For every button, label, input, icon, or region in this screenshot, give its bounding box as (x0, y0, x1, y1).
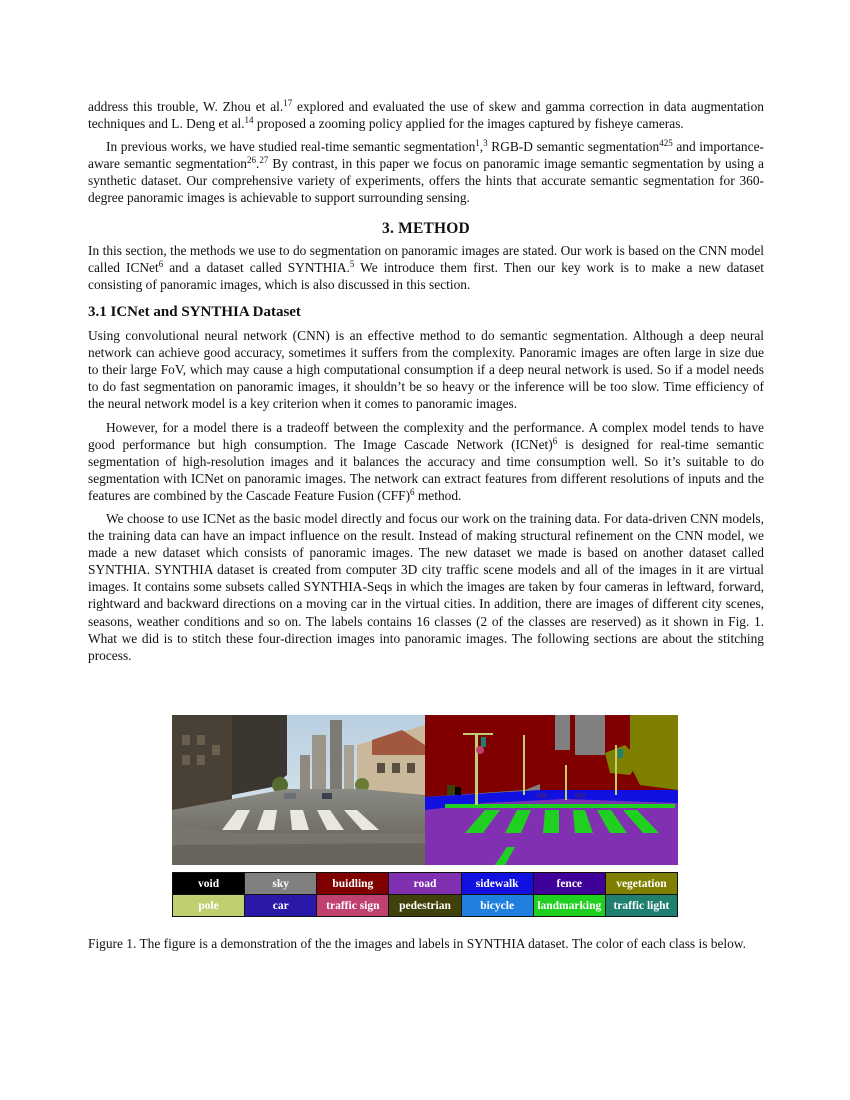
citation: 3 (483, 138, 488, 149)
citation: 6 (158, 258, 164, 269)
section-heading: 3. METHOD (382, 219, 470, 237)
legend-row-1 (173, 873, 678, 895)
paragraph-previous-works: In previous works, we have studied real-time semantic segmentation$^1$,$^3$ RGB-D semantic segmentation$^{425}$ and importance-aware semantic segmentation$^{26}$.$^{27}$ By contrast, in this paper we focus on panoramic image semantic segmentation by using a synthetic dataset. Our comprehensive variety of experiments, offers the hints that accurate semantic segmentation for 360-degree panoramic images is achievable to support surrounding sensing. (88, 138, 764, 206)
legend-cell-building: buidling (317, 873, 389, 895)
citation: 27 (259, 155, 269, 166)
citation: 14 (244, 115, 254, 126)
citation: 6 (410, 486, 415, 497)
figure-caption: Figure 1. The figure is a demonstration of the the images and labels in SYNTHIA dataset. The color of each class is below. (88, 936, 746, 951)
citation: 5 (349, 258, 355, 269)
legend-cell-fence: fence (533, 873, 605, 895)
body-text (88, 98, 764, 664)
subsection-heading: 3.1 ICNet and SYNTHIA Dataset (88, 303, 301, 320)
citation: 26 (246, 155, 256, 166)
legend-cell-landmarking: landmarking (533, 895, 605, 917)
legend-cell-vegetation: vegetation (605, 873, 677, 895)
citation: 17 (283, 98, 293, 108)
legend-cell-pedestrian: pedestrian (389, 895, 461, 917)
legend-cell-sky: sky (245, 873, 317, 895)
legend-cell-car: car (245, 895, 317, 917)
legend-cell-bicycle: bicycle (461, 895, 533, 917)
legend-cell-sidewalk: sidewalk (461, 873, 533, 895)
citation: 425 (659, 138, 673, 149)
legend-cell-road: road (389, 873, 461, 895)
legend-row-2 (173, 895, 678, 917)
citation: 1 (475, 138, 480, 149)
class-color-legend (172, 872, 678, 917)
paragraph-dataset: We choose to use ICNet as the basic model directly and focus our work on the training data. For data-driven CNN models, the training data can have an impact influence on the result. Instead of making structural refinement on the CNN model, we made a new dataset which consists of panoramic images. The new dataset we made is based on another dataset called SYNTHIA. SYNTHIA dataset is created from computer 3D city traffic scene models and all of the images in it are virtual images. It contains some subsets called SYNTHIA-Seqs in which the images are taken by four cameras in leftward, forward, rightward and backward directions on a moving car in the virtual cities. In addition, there are images of different city scenes, seasons, weather conditions and so on. The labels contains 16 classes (2 of the classes are reserved) as it shown in Fig. 1. What we did is to stitch these four-direction images into panoramic images. The following sections are about the stitching process. (88, 510, 764, 663)
figure-1 (172, 715, 679, 917)
figure-images (172, 715, 678, 865)
paragraph-cnn: Using convolutional neural network (CNN) is an effective method to do semantic segmentation. Although a deep neural network can achieve good accuracy, sometimes it suffers from the complexity. Panoramic images are often large in size due to their large FoV, which may cause a high computational consumption if a deep neural network is used. So if a model needs to do fast segmentation on panoramic images, it shouldn’t be so heavy or the inference will be too slow. Time efficiency of the neural network model is a key criterion when it comes to panoramic images. (88, 328, 764, 412)
paragraph-tradeoff: However, for a model there is a tradeoff between the complexity and the performance. A complex model tends to have good performance but high consumption. The Image Cascade Network (ICNet)$^6$ is designed for real-time semantic segmentation of high-resolution images and it balances the accuracy and time consumption well. So it’s suitable to do segmentation with ICNet on panoramic images. The network can extract features from different resolutions of inputs and the features are combined by the Cascade Feature Fusion (CFF)$^6$ method. (88, 419, 764, 503)
paragraph-intro-trouble: address this trouble, W. Zhou et al.$^{17}$ explored and evaluated the use of skew and gamma correction in data augmentation techniques and L. Deng et al.$^{14}$ proposed a zooming policy applied for the images captured by fisheye cameras. (88, 98, 764, 132)
citation: 6 (552, 435, 558, 446)
legend-cell-traffic-light: traffic light (605, 895, 677, 917)
paragraph-method-intro: In this section, the methods we use to do segmentation on panoramic images are stated. Our work is based on the CNN model called ICNet$^6$ and a dataset called SYNTHIA.$^5$ We introduce them first. Then our key work is to make a new dataset consisting of panoramic images, which is also discussed in this section. (88, 242, 764, 292)
label-map-image (425, 715, 678, 865)
legend-cell-void: void (173, 873, 245, 895)
legend-cell-traffic-sign: traffic sign (317, 895, 389, 917)
rgb-street-image (172, 715, 425, 865)
legend-cell-pole: pole (173, 895, 245, 917)
